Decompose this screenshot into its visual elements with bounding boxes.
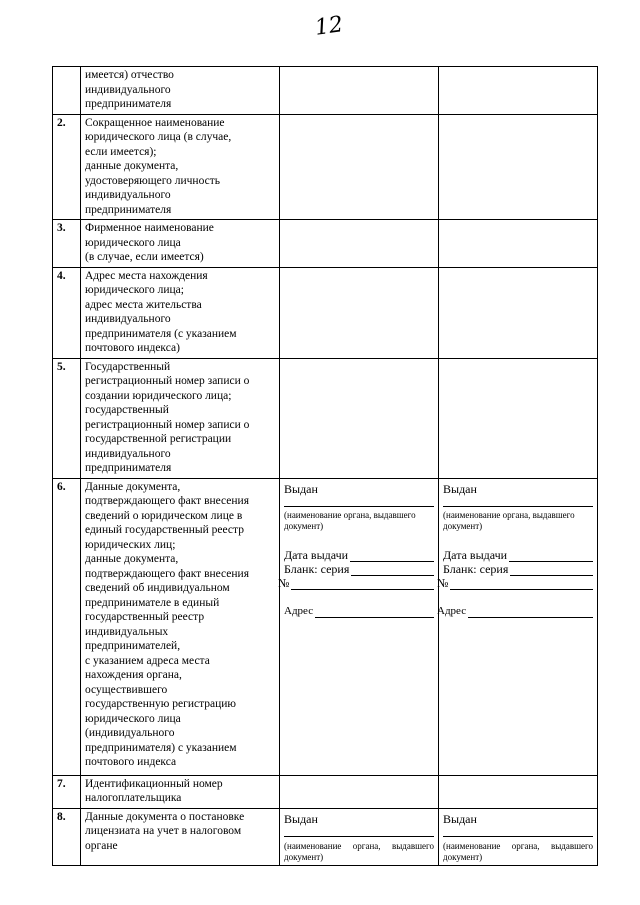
issued-by-field[interactable]	[443, 496, 593, 507]
table-row	[53, 478, 598, 775]
value-cell[interactable]	[280, 220, 439, 268]
row-description: Данные документа о постановке лицензиата на учет в налоговом органе	[81, 808, 280, 866]
issued-by-cell	[439, 478, 598, 775]
value-cell[interactable]	[280, 67, 439, 115]
row-number: 6.	[53, 478, 81, 775]
table-row	[53, 67, 598, 115]
page-number: 12	[313, 12, 345, 41]
table-row	[53, 220, 598, 268]
number-row	[437, 576, 593, 590]
value-cell[interactable]	[280, 267, 439, 358]
license-form-table	[52, 66, 598, 866]
organ-caption: (наименование органа, выдавшего документ)	[284, 510, 416, 531]
address-row	[437, 604, 593, 618]
number-label: №	[278, 576, 290, 590]
row-description: Адрес места нахождения юридического лица; адрес места жительства индивидуального предпринимателя (с указанием почтового индекса)	[81, 267, 280, 358]
row-description: Идентификационный номер налогоплательщика	[81, 775, 280, 808]
value-cell[interactable]	[280, 114, 439, 220]
table-row	[53, 358, 598, 478]
organ-caption: (наименование органа, выдавшего документ)	[443, 510, 575, 531]
blank-series-label: Бланк: серия	[443, 562, 509, 576]
issue-date-row	[284, 548, 434, 562]
blank-series-row	[284, 562, 434, 576]
row-description: Фирменное наименование юридического лица (в случае, если имеется)	[81, 220, 280, 268]
issued-by-field[interactable]	[284, 826, 434, 837]
row-number: 8.	[53, 808, 81, 866]
value-cell[interactable]	[280, 358, 439, 478]
issue-date-label: Дата выдачи	[443, 548, 508, 562]
issued-label: Выдан	[443, 481, 477, 496]
issued-label: Выдан	[443, 811, 477, 826]
row-description: имеется) отчество индивидуального предпринимателя	[81, 67, 280, 115]
value-cell[interactable]	[439, 775, 598, 808]
blank-series-row	[443, 562, 593, 576]
address-field[interactable]	[468, 606, 593, 618]
blank-series-label: Бланк: серия	[284, 562, 350, 576]
issue-date-field[interactable]	[350, 550, 434, 562]
value-cell[interactable]	[439, 220, 598, 268]
value-cell[interactable]	[439, 114, 598, 220]
row-number: 3.	[53, 220, 81, 268]
address-label: Адрес	[284, 605, 314, 617]
number-field[interactable]	[450, 578, 593, 590]
row-description: Сокращенное наименование юридического лица (в случае, если имеется); данные документа, удостоверяющего личность индивидуального предпринимателя	[81, 114, 280, 220]
value-cell[interactable]	[439, 267, 598, 358]
table-row	[53, 114, 598, 220]
organ-caption: (наименование органа, выдавшего документ)	[284, 841, 434, 862]
row-number: 5.	[53, 358, 81, 478]
value-cell[interactable]	[439, 67, 598, 115]
table-row	[53, 775, 598, 808]
issued-by-cell	[280, 808, 439, 866]
issued-by-field[interactable]	[284, 496, 434, 507]
blank-series-field[interactable]	[510, 564, 593, 576]
issued-label: Выдан	[284, 811, 318, 826]
number-row	[278, 576, 434, 590]
issue-date-row	[443, 548, 593, 562]
row-description: Данные документа, подтверждающего факт внесения сведений о юридическом лице в единый государственный реестр юридических лиц; данные документа, подтверждающего факт внесения сведений об индивидуальном предпринимателе в единый государственный реестр индивидуальных предпринимателей, с указанием адреса места нахождения органа, осуществившего государственную регистрацию юридического лица (индивидуального предпринимателя) с указанием почтового индекса	[81, 478, 280, 775]
issued-by-cell	[439, 808, 598, 866]
table-row	[53, 808, 598, 866]
number-field[interactable]	[291, 578, 434, 590]
row-number: 2.	[53, 114, 81, 220]
table-row	[53, 267, 598, 358]
organ-caption: (наименование органа, выдавшего документ)	[443, 841, 593, 862]
issued-label: Выдан	[284, 481, 318, 496]
row-number	[53, 67, 81, 115]
address-row	[284, 604, 434, 618]
issued-by-cell	[280, 478, 439, 775]
address-label: Адрес	[437, 605, 467, 617]
row-description: Государственный регистрационный номер записи о создании юридического лица; государственный регистрационный номер записи о государственной регистрации индивидуального предпринимателя	[81, 358, 280, 478]
value-cell[interactable]	[280, 775, 439, 808]
issue-date-label: Дата выдачи	[284, 548, 349, 562]
issue-date-field[interactable]	[509, 550, 593, 562]
blank-series-field[interactable]	[351, 564, 434, 576]
row-number: 4.	[53, 267, 81, 358]
address-field[interactable]	[315, 606, 434, 618]
value-cell[interactable]	[439, 358, 598, 478]
issued-by-field[interactable]	[443, 826, 593, 837]
row-number: 7.	[53, 775, 81, 808]
number-label: №	[437, 576, 449, 590]
